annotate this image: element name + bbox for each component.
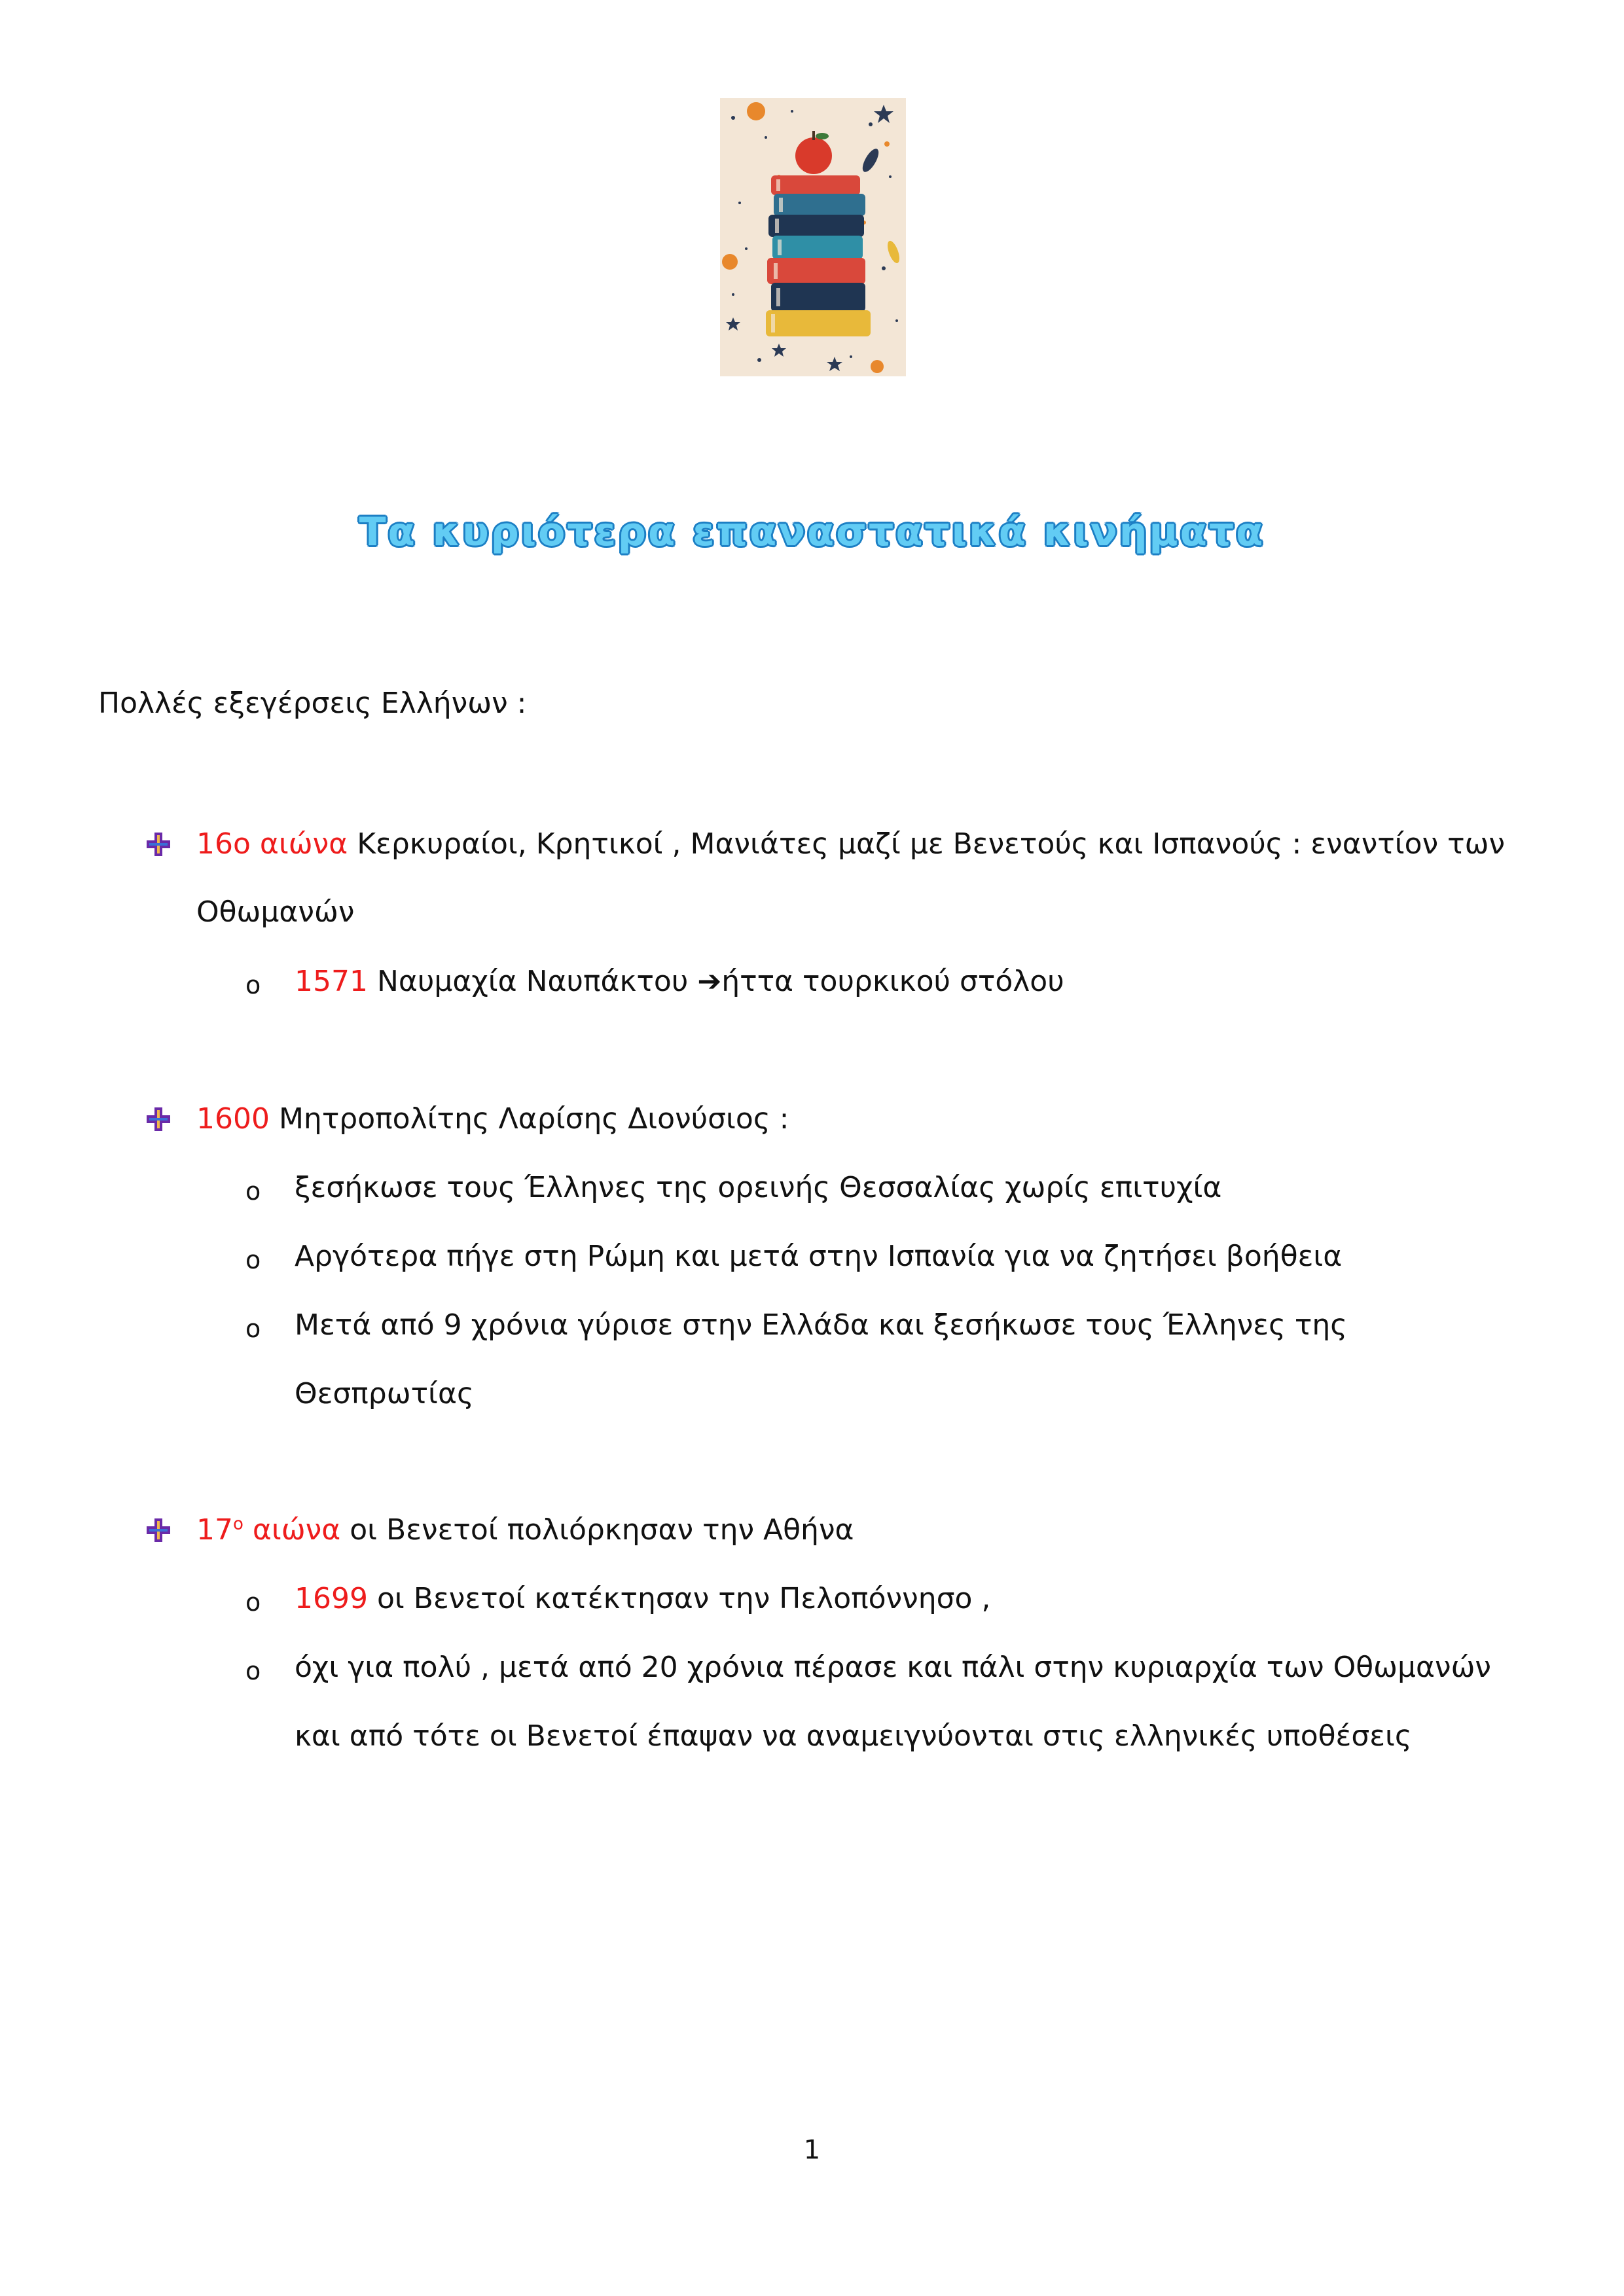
page-title: Τα κυριότερα επαναστατικά κινήματα [359,509,1265,555]
section-1-text: Κερκυραίοι, Κρητικοί , Μανιάτες μαζί με Βενετούς και Ισπανούς : εναντίον των [348,827,1506,861]
arrow-icon: ➔ [697,965,722,998]
section-1-sub-1-text-a: Ναυμαχία Ναυπάκτου [367,965,698,998]
sub-bullet-marker: o [245,971,261,999]
section-1-sub-1-text-b: ήττα τουρκικού στόλου [721,965,1064,998]
section-2-text: Μητροπολίτης Λαρίσης Διονύσιος : [269,1102,789,1136]
section-2-date: 1600 [196,1102,270,1136]
sub-bullet-marker: o [245,1314,261,1343]
section-3-date-word: αιώνα [243,1513,341,1547]
section-2-sub-3: Μετά από 9 χρόνια γύρισε στην Ελλάδα και ξεσήκωσε τους Έλληνες της [295,1308,1348,1342]
purple-arrow-bullet-icon [145,831,171,857]
purple-arrow-bullet-icon [145,1517,171,1543]
section-2-sub-3-cont: Θεσπρωτίας [295,1377,474,1410]
intro-text: Πολλές εξεγέρσεις Ελλήνων : [98,687,527,720]
section-3-sub-1-text: οι Βενετοί κατέκτησαν την Πελοπόννησο , [367,1582,991,1615]
section-3-sub-2: όχι για πολύ , μετά από 20 χρόνια πέρασε και πάλι στην κυριαρχία των Οθωμανών [295,1651,1491,1684]
section-3-line [196,1513,854,1547]
section-3-date-sup: ο [233,1514,244,1534]
section-3-date-num: 17 [196,1513,233,1547]
section-1-sub-1-date: 1571 [295,965,368,998]
section-3-sub-1-date: 1699 [295,1582,368,1615]
section-2-sub-1: ξεσήκωσε τους Έλληνες της ορεινής Θεσσαλίας χωρίς επιτυχία [295,1171,1222,1204]
sub-bullet-marker: o [245,1246,261,1274]
section-1-line [196,827,1506,861]
purple-arrow-bullet-icon [145,1106,171,1132]
section-2-line [196,1102,789,1136]
section-3-sub-1 [295,1582,991,1615]
section-3-text: οι Βενετοί πολιόρκησαν την Αθήνα [340,1513,854,1547]
sub-bullet-marker: o [245,1657,261,1685]
section-1-line-cont: Οθωμανών [196,895,355,929]
section-1-date: 16ο αιώνα [196,827,348,861]
sub-bullet-marker: o [245,1177,261,1206]
section-1-sub-1 [295,967,1064,996]
page-number: 1 [803,2135,821,2165]
section-3-sub-2-cont: και από τότε οι Βενετοί έπαψαν να αναμειγνύονται στις ελληνικές υποθέσεις [295,1719,1412,1753]
stacked-books-illustration [720,98,906,376]
section-2-sub-2: Αργότερα πήγε στη Ρώμη και μετά στην Ισπανία για να ζητήσει βοήθεια [295,1240,1343,1273]
sub-bullet-marker: o [245,1588,261,1617]
